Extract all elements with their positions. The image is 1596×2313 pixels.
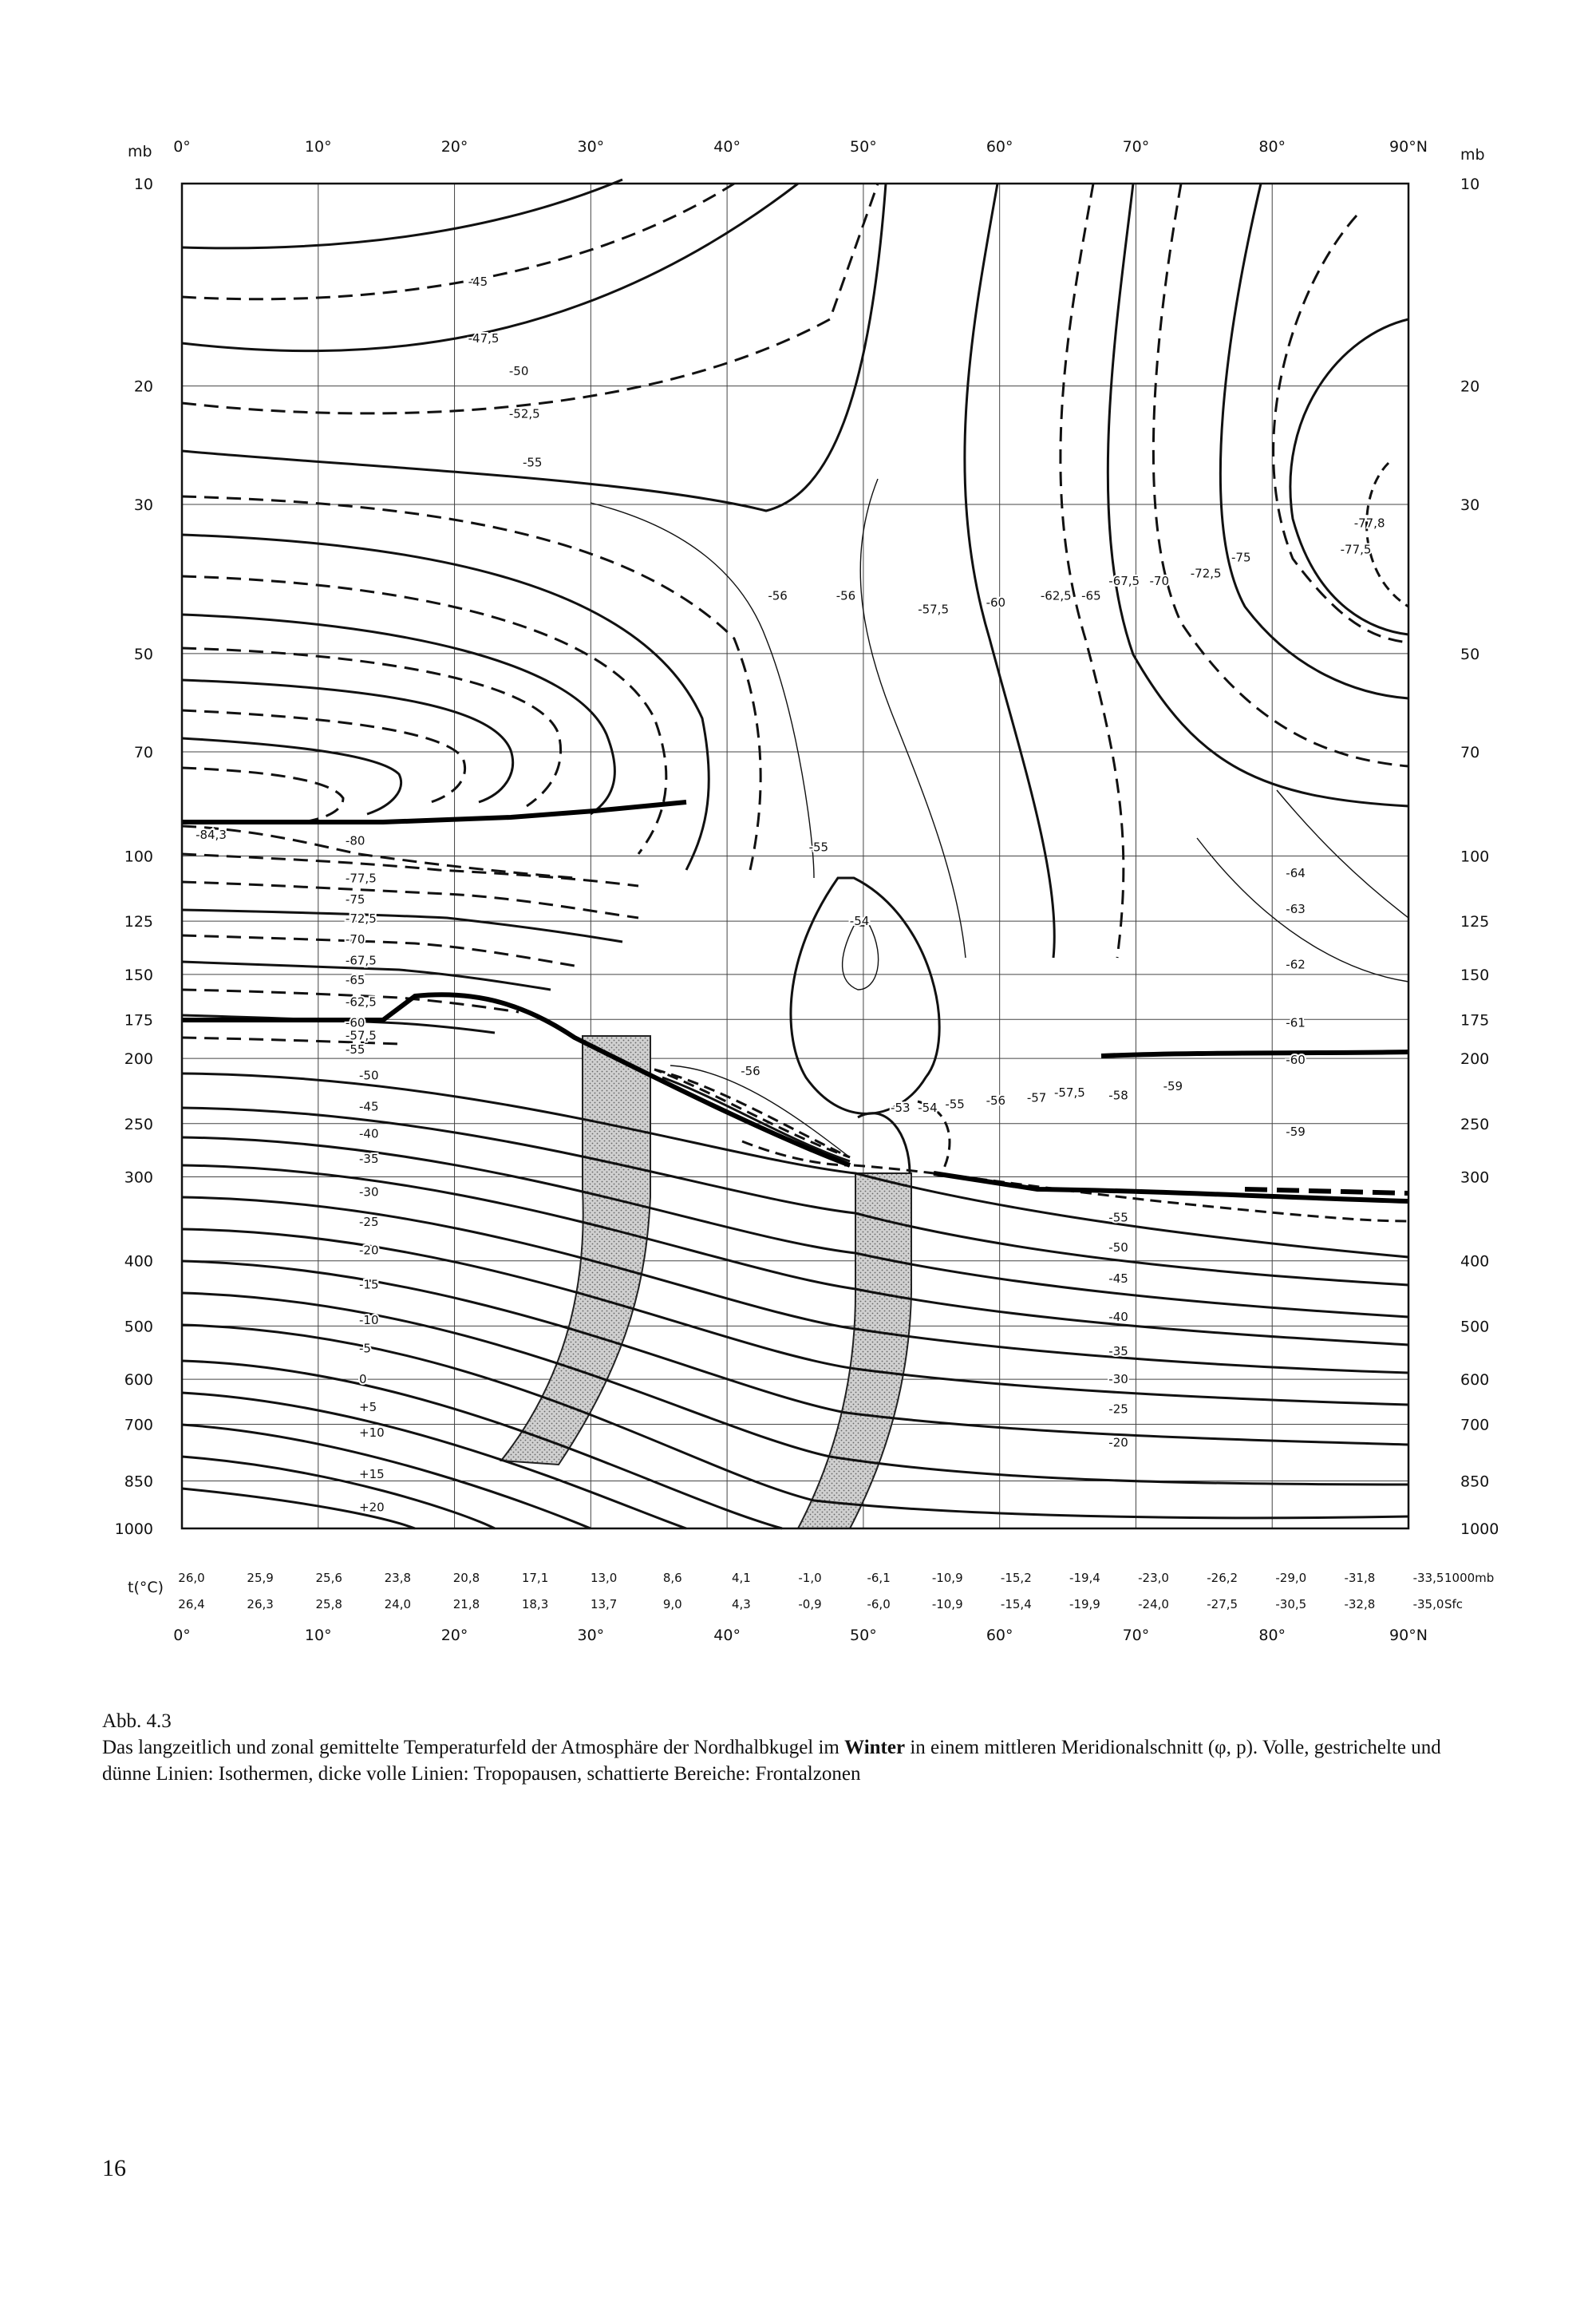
pressure-label-right: 200 <box>1460 1050 1490 1069</box>
isotherm-label: -75 <box>1231 550 1251 565</box>
caption-text-start: Das langzeitlich und zonal gemittelte Temperaturfeld der Atmosphäre der Nordhalbkugel im <box>102 1737 845 1758</box>
pressure-label-left: 850 <box>124 1473 153 1491</box>
pressure-label-left: 50 <box>133 645 153 663</box>
tropopause-polar-dashed <box>1245 1189 1408 1193</box>
isotherm <box>182 768 343 822</box>
isotherm-label: -30 <box>1108 1372 1128 1387</box>
isotherm-label: -45 <box>1108 1271 1128 1286</box>
temperature-surface: -6,0 <box>867 1597 891 1611</box>
isotherm-label: -70 <box>1149 573 1170 588</box>
isotherm-label: -65 <box>1081 588 1101 603</box>
temp-axis-label: t(°C) <box>128 1579 164 1596</box>
isotherm-label: +20 <box>359 1500 385 1515</box>
isotherm-label: -50 <box>508 363 529 378</box>
latitude-label-top: 50° <box>850 138 877 156</box>
frontal-zone-subtropical <box>501 1036 650 1465</box>
isotherm-label: -52,5 <box>508 406 540 421</box>
isotherm-label: -56 <box>768 588 788 603</box>
isotherm-label: -72,5 <box>345 911 377 927</box>
isotherm-label: -45 <box>359 1099 379 1114</box>
isotherm-label: -30 <box>359 1184 379 1200</box>
isotherm-label: -55 <box>522 455 543 470</box>
isotherm-label: -55 <box>1108 1210 1128 1225</box>
isotherm-label: -56 <box>836 588 856 603</box>
latitude-label-bottom: 60° <box>986 1627 1013 1644</box>
row-label-sfc: Sfc <box>1444 1597 1464 1611</box>
isotherm <box>1277 790 1408 918</box>
temperature-surface: 24,0 <box>384 1597 412 1611</box>
isotherm-label: -57,5 <box>918 602 950 617</box>
temperature-surface: -24,0 <box>1138 1597 1169 1611</box>
isotherm-label: -35 <box>1108 1343 1128 1358</box>
isotherm-label: -77,8 <box>1353 516 1385 531</box>
latitude-label-bottom: 20° <box>440 1627 468 1644</box>
temperature-surface: -30,5 <box>1275 1597 1307 1611</box>
temperature-surface: -35,0 <box>1412 1597 1444 1611</box>
isotherm <box>182 910 622 942</box>
isotherm <box>965 184 1054 958</box>
temperature-surface: -27,5 <box>1207 1597 1238 1611</box>
isotherm-label: -59 <box>1163 1078 1183 1093</box>
isotherm-label: -55 <box>345 1042 365 1057</box>
isotherm-label: 0 <box>359 1372 367 1387</box>
isotherm-label: -59 <box>1286 1124 1306 1139</box>
caption-text-end: in einem mittleren Meridionalschnitt (φ, p). Volle, gestrichelte und dünne Linien: Isothermen, dicke volle Linien: Tropopausen, schattierte Bereiche: Frontalzonen <box>102 1737 1441 1785</box>
isotherm <box>1153 184 1408 766</box>
pressure-label-right: 850 <box>1460 1473 1490 1491</box>
isotherm-label: -40 <box>1108 1310 1128 1325</box>
latitude-label-top: 0° <box>173 138 191 156</box>
pressure-label-left: 175 <box>124 1011 153 1030</box>
isotherm <box>182 826 575 878</box>
isotherm-label: -62,5 <box>1040 588 1072 603</box>
pressure-label-right: 30 <box>1460 496 1480 514</box>
isotherm-label: -80 <box>345 833 365 848</box>
page-number: 16 <box>102 2155 126 2181</box>
latitude-axis-bottom <box>173 1627 1428 1644</box>
latitude-label-bottom: 80° <box>1258 1627 1286 1644</box>
isotherm <box>662 1077 850 1161</box>
temperature-1000mb: 20,8 <box>452 1571 480 1585</box>
tropopause-arctic <box>1101 1052 1408 1056</box>
isotherm-label: -54 <box>849 914 870 929</box>
isotherm-label: -5 <box>359 1341 371 1356</box>
temperature-1000mb: -33,5 <box>1412 1571 1444 1585</box>
isotherm <box>1367 463 1408 607</box>
isotherm <box>843 926 879 990</box>
isotherm <box>1220 184 1408 698</box>
pressure-label-right: 125 <box>1460 913 1490 931</box>
latitude-label-top: 70° <box>1122 138 1150 156</box>
pressure-label-right: 500 <box>1460 1318 1490 1336</box>
pressure-label-left: 30 <box>133 496 153 514</box>
isotherm <box>182 180 622 248</box>
latitude-axis-top <box>173 138 1428 156</box>
latitude-label-top: 30° <box>577 138 605 156</box>
temperature-surface: 4,3 <box>731 1597 751 1611</box>
isotherm-label: -15 <box>359 1277 379 1292</box>
isotherm-label: +10 <box>359 1425 385 1440</box>
temperature-1000mb: 13,0 <box>590 1571 618 1585</box>
temperature-1000mb: 26,0 <box>178 1571 205 1585</box>
latitude-label-bottom: 30° <box>577 1627 605 1644</box>
surface-temperature-table <box>178 1571 1494 1611</box>
isotherm-label: -56 <box>986 1093 1006 1108</box>
isotherm-label: -61 <box>1286 1015 1306 1030</box>
figure-caption <box>102 1708 1491 1787</box>
latitude-label-bottom: 90°N <box>1389 1627 1428 1644</box>
right-unit-label: mb <box>1460 146 1485 164</box>
isotherm <box>182 184 878 413</box>
isotherm <box>182 184 734 299</box>
latitude-label-bottom: 40° <box>713 1627 741 1644</box>
pressure-label-right: 1000 <box>1460 1520 1499 1538</box>
isotherm-label: -20 <box>359 1243 379 1258</box>
temperature-1000mb: 23,8 <box>384 1571 412 1585</box>
pressure-label-right: 100 <box>1460 848 1490 866</box>
isotherm <box>182 854 638 886</box>
temperature-1000mb: -19,4 <box>1069 1571 1100 1585</box>
isotherm-label: -60 <box>345 1015 365 1030</box>
isotherm-label: -62 <box>1286 957 1306 972</box>
latitude-label-bottom: 10° <box>304 1627 332 1644</box>
temperature-surface: 21,8 <box>452 1597 480 1611</box>
temperature-1000mb: -23,0 <box>1138 1571 1169 1585</box>
isotherm-label: -55 <box>945 1097 965 1112</box>
isotherm-label: -35 <box>359 1151 379 1166</box>
figure-number: Abb. 4.3 <box>102 1710 172 1732</box>
isotherm-label: -54 <box>918 1101 938 1116</box>
temperature-surface: -19,9 <box>1069 1597 1100 1611</box>
pressure-label-left: 700 <box>124 1416 153 1434</box>
pressure-label-left: 200 <box>124 1050 153 1069</box>
temperature-surface: 18,3 <box>521 1597 549 1611</box>
temperature-1000mb: -31,8 <box>1344 1571 1376 1585</box>
pressure-label-right: 20 <box>1460 378 1480 396</box>
pressure-label-right: 175 <box>1460 1011 1490 1030</box>
pressure-label-right: 300 <box>1460 1168 1490 1187</box>
tropopause-tropical-upper <box>182 802 686 822</box>
isotherm-label: -77,5 <box>1340 542 1372 557</box>
isotherm-label: -57 <box>1026 1090 1047 1105</box>
pressure-label-right: 250 <box>1460 1115 1490 1133</box>
pressure-label-left: 250 <box>124 1115 153 1133</box>
pressure-label-left: 70 <box>133 743 153 761</box>
pressure-axis-right <box>1460 176 1499 1538</box>
isotherm-label: -67,5 <box>1108 573 1140 588</box>
frontal-zone-polar <box>798 1173 911 1528</box>
isotherm-label: -84,3 <box>196 827 227 842</box>
isotherm-label: -10 <box>359 1312 379 1327</box>
temperature-1000mb: -15,2 <box>1000 1571 1032 1585</box>
temperature-1000mb: -29,0 <box>1275 1571 1307 1585</box>
pressure-label-left: 1000 <box>114 1520 153 1538</box>
isotherm-label: -64 <box>1286 865 1306 880</box>
temperature-1000mb: 4,1 <box>731 1571 751 1585</box>
pressure-label-left: 125 <box>124 913 153 931</box>
isotherm-label: -67,5 <box>345 953 377 968</box>
tropopause-tropical <box>182 994 850 1165</box>
latitude-label-top: 40° <box>713 138 741 156</box>
isotherm <box>1290 319 1408 635</box>
isotherm <box>1274 215 1408 642</box>
temperature-1000mb: 25,9 <box>247 1571 274 1585</box>
isotherm-label: -56 <box>741 1064 760 1079</box>
isotherm-label: -72,5 <box>1190 566 1222 581</box>
temperature-1000mb: -6,1 <box>867 1571 891 1585</box>
isotherm <box>1108 184 1408 806</box>
isotherm-label: -40 <box>359 1126 379 1141</box>
temperature-surface: -0,9 <box>798 1597 822 1611</box>
isotherm-label: -50 <box>359 1068 379 1083</box>
isotherm-label: +5 <box>359 1399 377 1414</box>
latitude-label-bottom: 50° <box>850 1627 877 1644</box>
pressure-label-left: 10 <box>133 176 153 193</box>
isotherm-label: -55 <box>808 840 829 855</box>
row-label-1000mb: 1000mb <box>1444 1571 1495 1585</box>
isotherm-label: -70 <box>345 931 365 947</box>
pressure-label-right: 10 <box>1460 176 1480 193</box>
temperature-surface: -15,4 <box>1000 1597 1032 1611</box>
pressure-label-left: 150 <box>124 966 153 984</box>
isotherm <box>860 479 966 958</box>
temperature-surface: 26,3 <box>247 1597 274 1611</box>
isotherm-label: -50 <box>1108 1240 1128 1255</box>
latitude-label-bottom: 0° <box>173 1627 191 1644</box>
temperature-surface: 26,4 <box>178 1597 205 1611</box>
pressure-label-left: 20 <box>133 378 153 396</box>
pressure-label-left: 400 <box>124 1252 153 1271</box>
isotherm <box>182 738 401 814</box>
isotherm-label: -63 <box>1286 902 1306 917</box>
isotherm-label: -77,5 <box>345 871 377 886</box>
caption-season: Winter <box>844 1737 906 1758</box>
latitude-label-top: 20° <box>440 138 468 156</box>
latitude-label-top: 10° <box>304 138 332 156</box>
left-unit-label: mb <box>128 143 152 160</box>
temperature-surface: 13,7 <box>590 1597 618 1611</box>
isotherm-label: -45 <box>468 275 488 290</box>
temperature-1000mb: 17,1 <box>521 1571 549 1585</box>
pressure-label-right: 400 <box>1460 1252 1490 1271</box>
pressure-label-right: 150 <box>1460 966 1490 984</box>
temperature-surface: -32,8 <box>1344 1597 1376 1611</box>
temperature-surface: 25,8 <box>315 1597 342 1611</box>
temperature-1000mb: 25,6 <box>315 1571 342 1585</box>
isotherm <box>858 1113 910 1173</box>
pressure-label-left: 600 <box>124 1371 153 1390</box>
pressure-label-left: 100 <box>124 848 153 866</box>
isotherm <box>182 1361 782 1528</box>
latitude-label-top: 90°N <box>1389 138 1428 156</box>
isotherm-label: -58 <box>1108 1088 1128 1103</box>
isotherm <box>182 710 465 802</box>
pressure-label-right: 70 <box>1460 743 1480 761</box>
isotherm-label: -60 <box>986 595 1006 611</box>
isotherm-labels <box>196 275 1385 1514</box>
pressure-label-right: 700 <box>1460 1416 1490 1434</box>
tropopause-polar <box>934 1173 1408 1201</box>
isotherm-label: -57,5 <box>1053 1085 1085 1101</box>
temperature-1000mb: -26,2 <box>1207 1571 1238 1585</box>
temperature-surface: -10,9 <box>931 1597 963 1611</box>
isotherm <box>591 503 814 878</box>
isotherm-label: -65 <box>345 973 365 988</box>
isotherm <box>182 935 575 966</box>
pressure-label-left: 500 <box>124 1318 153 1336</box>
isotherm <box>182 184 798 351</box>
isotherm-label: -20 <box>1108 1435 1128 1450</box>
latitude-label-top: 60° <box>986 138 1013 156</box>
isotherm-label: -57,5 <box>345 1028 377 1043</box>
isotherm-label: -60 <box>1286 1052 1306 1067</box>
temperature-1000mb: -10,9 <box>931 1571 963 1585</box>
pressure-axis-left <box>115 176 153 1538</box>
temperature-surface: 9,0 <box>662 1597 682 1611</box>
isotherm-label: +15 <box>359 1466 385 1481</box>
pressure-label-right: 50 <box>1460 645 1480 663</box>
temperature-1000mb: -1,0 <box>798 1571 822 1585</box>
isotherm-label: -25 <box>1108 1402 1128 1417</box>
temperature-1000mb: 8,6 <box>662 1571 682 1585</box>
latitude-label-bottom: 70° <box>1122 1627 1150 1644</box>
isotherm-label: -47,5 <box>468 331 500 346</box>
isotherm-label: -62,5 <box>345 994 377 1010</box>
isotherm-label: -75 <box>345 892 365 907</box>
isotherm <box>182 1393 686 1528</box>
isotherm-label: -25 <box>359 1214 379 1229</box>
latitude-label-top: 80° <box>1258 138 1286 156</box>
isotherm-label: -53 <box>891 1101 911 1116</box>
pressure-label-left: 300 <box>124 1168 153 1187</box>
frontal-zones <box>501 1036 911 1528</box>
pressure-label-right: 600 <box>1460 1371 1490 1390</box>
